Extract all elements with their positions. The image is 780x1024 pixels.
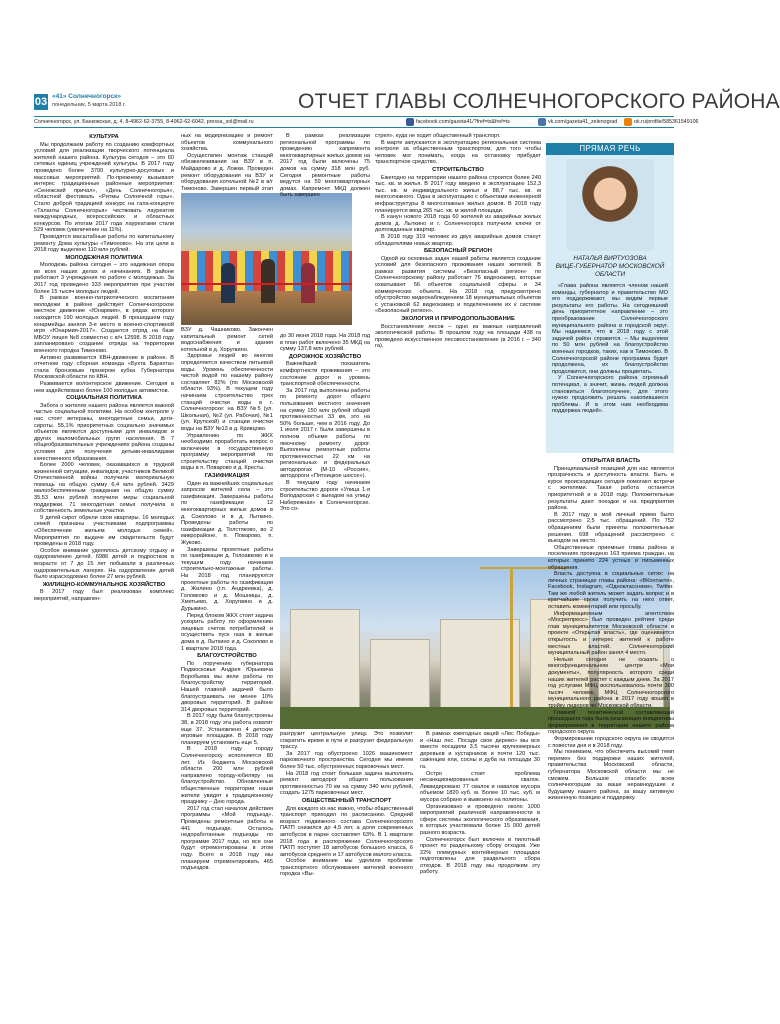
paragraph: Ежегодно на территории нашего района строится более 240 тыс. кв. м жилья. В 2017 году введено в эксплуатацию 152,3 тыс. кв. м индивидуального жилья и 88,7 тыс. кв. м многоэтажного. Одна в эксплуатацию с объектами инженерной инфраструктуры 8 многоэтажных жилых домов. В 2018 году планируется ввод 265 тыс. кв. м жилой площади. [375,174,541,214]
paragraph: Завершены проектные работы по газификации д. Голоавково и в текущем году начинаем строительно-монтажные работы. На 2018 год планируются проектные работы по газификации д. Жилино (г.п. Андреевка), д. Головково и д. Мошницы, д. Хметьево, д. Хоругвино и д. Дурыкино. [181,546,273,612]
paragraph: 2017 год стал началом действия программы «Мой подъезд». Проведены ремонтные работы в 441 подъезде. Осталось недоработанные подъезды по программе 2017 года, но все они будут отремонтированы в этом году. Всего в 2018 году мы планируем отремонтировать 465 подъездов. [181,805,273,872]
heading-public-transport: ОБЩЕСТВЕННЫЙ ТРАНСПОРТ [301,797,392,804]
paragraph: Особое внимание мы уделили проблеме транспортного обслуживания жителей военного городка «Вы- [280,858,413,878]
paragraph: Организовано и проведено около 1000 мероприятий различной направленности в сфере системы экологического образования, в которых участвовали более 15 000 детей разного возраста. [420,803,540,836]
paragraph: Молодежь района сегодня – это надежная опора во всех наших делах и начинаниях. В районе работают 3 учреждения по работе с молодежью. За 2017 год проведено 333 мероприятия при участии более 15 тысяч молодых людей. [34,262,174,295]
column-construction [375,133,541,555]
paragraph: Нельзя сегодня не сказать о многофункциональном центре «Мои документы», популярность которого среди наших жителей растет с каждым днем. За 2017 год услугами МФЦ воспользовалось почти 300 тысяч человек. МФЦ Солнечногорского муниципального района в 2017 году вошел в тройку лидеров по Московской области. [548,656,674,709]
speaker-position: ВИЦЕ-ГУБЕРНАТОР МОСКОВСКОЙ ОБЛАСТИ [555,263,665,278]
column-housing-top [181,133,273,193]
paragraph: 9 детей-сирот обрели свои квартиры. 16 молодых семей признаны участниками подпрограммы «Обеспечение жильем молодых семей». Мероприятия по выдаче им свидетельств будут проведены в 2018 году. [34,514,174,548]
heading-open-government: ОТКРЫТАЯ ВЛАСТЬ [581,458,641,464]
paragraph: Управлению по ЖКХ необходимо проработать вопрос о включении в государственную программу мероприятий по строительству станций очистки воды в п. Поварово и д. Кресты. [181,432,273,472]
person-figure [261,259,275,303]
paragraph: В рамках военно-патриотического воспитания молодежи в районе действует Солнечногорское местное движение «Юнармия», в рядах которого находится 190 молодых людей. В прошедшем году юнармейцы заняли 3-е место в военно-спортивной игре «Юнармия-2017». Создается отряд на базе МБОУ лицея №8 совместно с в/ч 12598. В 2018 году запланировано создание отряда на территории военного городка Тимоново. [34,295,174,354]
heading-social-policy: СОЦИАЛЬНАЯ ПОЛИТИКА [66,395,142,402]
paragraph: В марте запускается в эксплуатацию региональная система контроля за общественным транспортом, для того чтобы человек мог понимать, когда на остановку прибудет транспортное средство. [375,139,541,166]
paragraph: Один из важнейших социальных запросов жителей села – это газификация. Завершены работы по газификации 12 многоквартирных жилых домов в д. Соколово и в д. Лыткино. Проведены работы по газификации д. Толстяково, во 2 микрорайоне, п. Поварово, п. Жуково. [181,480,273,546]
speech-text [552,283,668,415]
facebook-url: facebook.com/gazeta41/?fref=ts&fref=ts [416,119,510,125]
column-open-government [548,457,674,1012]
paragraph: Восстановление лесов – одно из важных направлений экологической работы. В прошлом году на площади 438 га проведено искусственное лесовосстановление (в 2016 г. – 340 га). [375,323,541,350]
vk-link[interactable] [538,117,617,127]
facebook-icon [406,118,414,126]
paragraph: Для каждого из нас важно, чтобы общественный транспорт приходил по расписанию. Средний возраст подвижного состава Солнечногорского ПАТП снизился до 4,5 лет, а доля современных автобусов в парке составляет 63%. В 1 квартале 2018 года в распоряжение Солнечногорского ПАТП поступят 18 автобусов большого класса, 6 автобусов среднего и 17 автобусов малого класса. [280,805,413,858]
paragraph: В 2017 году был реализован комплекс мероприятий, направлен- [34,589,174,602]
red-ribbon [181,283,352,285]
direct-speech-box [546,143,674,453]
paragraph: до 30 июня 2018 года. На 2018 год в план работ включено 35 МКД на сумму 137,8 млн рублей. [280,333,370,353]
paragraph: разгрузит центральную улицу. Это позволит сократить время в пути и разгрузит федеральную трассу. [280,731,413,751]
paragraph: Остро стоит проблема несанкционированных свалок. Ликвидировано 77 свалок и навалов мусора объемом 1820 куб. м. Более 10 тыс. куб. м мусора собрано и вывезено на полигоны. [420,770,540,803]
paragraph: В 2018 году городу Солнечногорску исполняется 80 лет. Из бюджета Московской области 200 млн рублей направлено городу-юбиляру на благоустройство. Обновленные общественные территории наши жители увидят к традиционному празднику – Дню города. [181,746,273,806]
heading-landscaping: БЛАГОУСТРОЙСТВО [197,653,257,660]
heading-youth-policy: МОЛОДЕЖНАЯ ПОЛИТИКА [65,254,143,261]
paragraph: Общественные приемные главы района в поселениях проведено 163 приема граждан, на которых принято 224 устных и письменных обращения. [548,544,674,571]
paragraph: Мы продолжаем работу по созданию комфортных условий для реализации творческого потенциала жителей нашего района. Культура сегодня – это 60 сетевых единиц учреждений культуры. В 2017 году проведено более 3700 культурно-досуговых и массовых мероприятий. По-прежнему вызывают интерес традиционные районные мероприятия: «Сенежский причал», «День Солнечногорья», областной фестиваль «Ритмы Солнечной горы». Стало доброй традицией конкурс на гала-концерте «Таланты Солнечногорья» чествовать лауреатов международных, всероссийских и областных конкурсов. По итогам 2017 года лауреатами стали 529 человек (увеличение на 11%). [34,141,174,234]
paragraph: За 2017 год обустроено 1026 машиномест парковочного пространства. Сегодня мы имеем более 50 тыс. обустроенных парковочных мест. [280,750,413,770]
ok-url: ok.ru/profile/585361549106 [634,119,699,125]
issue-date: понедельник, 5 марта 2018 г. [52,102,126,108]
speaker-caption [550,255,670,279]
direct-speech-label: ПРЯМАЯ РЕЧЬ [546,143,674,155]
paragraph: Власть доступна в социальных сетях: на личных страницах главы района: «ВКонтакте», Facebook, Instagram, «Одноклассники», Twitter. Там же любой житель может задать вопрос и в кратчайшие сроки получить на него ответ, оставить комментарий или просьбу. [548,571,674,611]
paragraph: В канун нового 2018 года 60 жителей из аварийных жилых домов д. Лыткино и г. Солнечногорск получили ключи от долгожданных квартир. [375,214,541,234]
paragraph: ных на модернизацию и ремонт объектов коммунального хозяйства. [181,133,273,153]
page-title: ОТЧЕТ ГЛАВЫ СОЛНЕЧНОГОРСКОГО РАЙОНА [298,90,780,113]
paragraph: У Солнечногорского района огромный потенциал, а значит, жизнь людей должна становиться благополучнее, для этого нужно продолжить решать накопившиеся проблемы. И в этом нам необходима поддержка людей». [552,375,668,415]
newspaper-name: «41» Солнечногорск» [52,93,121,100]
paragraph: Осуществлен монтаж станций обезжелезивания на ВЗУ в п. Майдарово и д. Ложки. Проведен ремонт оборудования на ВЗУ и оборудования котельной №2 в в/г Тимоново. Завершен первый этап [181,152,273,192]
ok-link[interactable] [624,117,699,127]
paragraph: В текущем году начинаем строительство дороги «Улица 1-я Володарская с выездом на улицу Набережная» в Солнечногорске. Это со- [280,480,370,513]
paragraph: Формирование городского округа не сводится с повестки дня и в 2018 году. [548,735,674,749]
paragraph: В рамках ежегодных акций «Лес Победы» и «Наш лес. Посади свое дерево» мы все вместе посадили 3,5 тысячи крупномерных деревьев и кустарников и почти 120 тыс. саженцев ели, сосны и дуба на площади 30 га. [420,731,540,770]
heading-housing-utilities: ЖИЛИЩНО-КОММУНАЛЬНОЕ ХОЗЯЙСТВО [42,581,166,588]
paragraph: По поручению губернатора Подмосковья Андрея Юрьевича Воробьева мы вели работы по благоустройству территорий. Нашей главной задачей было благоустраивать не менее 10% дворовых территорий. В районе 314 дворовых территорий. [181,660,273,713]
photo-ribbon-cutting [181,193,352,325]
crane-mast [510,567,513,707]
paragraph: Одной из основных задач нашей работы является создание условий для безопасного проживания наших жителей. В рамках развития системы «Безопасный регион» по Солнечногорскому району работает 76 видеокамер, которые охватывают 56 объектов социальной сферы и 34 коммерческих объекта. На 2018 год предусмотрено обустройство видеонаблюдением 18 муниципальных объектов с установкой 62 видеокамер и подключением их к системе «Безопасный регион». [375,255,541,315]
paragraph: Развивается волонтерское движение. Сегодня в нем задействовано более 100 молодых активистов. [34,380,174,394]
paragraph: ВЗУ д. Чашниково. Закончен капитальный ремонт сетей водоснабжения и здания котельной в д. Хоругвино. [181,327,273,353]
paragraph: На 2018 год стоит большая задача выполнить ремонт автодорог общего пользования протяженностью 70 км на сумму 340 млн рублей, создать 1275 парковочных мест. [280,770,413,797]
heading-ecology: ЭКОЛОГИЯ И ПРИРОДОПОЛЬЗОВАНИЕ [401,316,515,323]
page-header [34,90,780,116]
editorial-address: Солнечногорск, ул. Банковская, д. 4, 8-4962-62-3755, 8-4962-62-6042, pressa_sol@mail.ru [34,119,254,125]
vk-url: vk.com/gazeta41_zelenograd [548,119,618,125]
vk-icon [538,118,546,126]
paragraph: Особое внимание уделялось детскому отдыху и оздоровлению детей. 6986 детей и подростков в возрасте от 7 до 15 лет побывали в различных оздоровительных лагерях. На оздоровление детей было израсходовано более 27 млн рублей. [34,547,174,581]
paragraph: стрел», куда не ходит общественный транспорт. [375,133,501,139]
paragraph: Главной политической составляющей прошедшего года была реализация инициативы формирования в территории нашего района городского округа. [548,709,674,736]
paragraph: Важнейший показатель комфортности проживания – это состояние дорог и уровень транспортной обеспеченности. [280,361,370,388]
facebook-link[interactable] [406,117,510,127]
column-transport [280,731,413,1011]
portrait-photo [566,159,654,251]
paragraph: В 2017 году были благоустроены 38, в 2018 году эта работа охватит еще 37. Установлено 4 детские игровые площадки. В 2018 году планируем установить еще 5. [181,713,273,746]
heading-safe-region: БЕЗОПАСНЫЙ РЕГИОН [423,248,492,255]
column-roads [280,333,370,555]
paragraph: Проводятся масштабные работы по капитальному ремонту Дома культуры «Тимоново». На эти цели в 2018 году выделено 110 млн рублей. [34,233,174,254]
heading-construction: СТРОИТЕЛЬСТВО [432,166,484,173]
paragraph: В 2018 году 319 человек из двух аварийных домов станут обладателями новых квартир. [375,233,541,247]
paragraph: «Глава района является членом нашей команды, губернатор и правительство МО его поддерживают, мы видим первые результаты его работы. На сегодняшний день приоритетное направление – это преобразование Солнечногорского муниципального района в городской округ. Мы надеемся, что в 2018 году с этой задачей район справится. – Мы выделяем по 50 млн рублей на благоустройство военных городков, таких, как в Тимоново. В Солнечногорской районе программа будет продолжена, их благоустройство продолжится, они должны процветать. [552,283,668,375]
paragraph: Перед блоком ЖКХ стоит задача ускорить работу по оформлению лицевых счетов потребителей и осуществить пуск газа в жилые дома в д. Лыткино и д. Соколово в 1 квартале 2018 года. [181,612,273,652]
paragraph: В 2017 году в мой личный прием было рассмотрено 2,5 тыс. обращений. По 752 обращениям были приняты положительные решения. 698 обращений рассмотрено с выездом на место. [548,511,674,545]
ok-icon [624,118,632,126]
paragraph: Активно развивается КВН-движение в районе. В отчетном году сборная команда «Бухта Барахта» стала бронзовым призером кубка Губернатора Московской области по КВН. [34,354,174,381]
paragraph: За 2017 год выполнены работы по ремонту дорог общего пользования местного значения на сумму 150 млн рублей общей протяженностью 33 км, это на 50% больше, чем в 2016 году. До 1 июля 2017 г. были завершены в полном объеме работы по ямочному ремонту дорог. Выполнены ремонтные работы протяженностью 22 км на региональных и федеральных автодорогах (М-10 «Россия», автодороги «Пятницкое шоссе»). [280,387,370,480]
paragraph: Солнечногорск был включен в пилотный проект по раздельному сбору отходов. Уже 22% плимурных контейнерных площадок подготовлены для раздельного сбора отходов. В 2018 году мы продолжим эту работу. [420,836,540,876]
paragraph: Мы понимаем, что обеспечить высокий темп перемен без поддержки наших жителей, правительства Московской области, губернатора Московской области мы не сможем. Большое спасибо всем солнечногорцам за ваше неравнодушие к будущему нашего района, за вашу активную жизненную позицию и поддержку. [548,749,674,802]
paragraph: Здоровье людей во многом определяется качеством питьевой воды. Уровень обеспеченности чистой водой по нашему району составляет 82% (по Московской области 93%). В текущем году начинаем строительство трех станций очистки воды в г. Солнечногорске: на ВЗУ №5 (ул. Школьная), №2 (ул. Рабочая), №1 (ул. Крупской) и станции очистки воды на ВЗУ №13 в д. Кривцово. [181,353,273,432]
paragraph: Принципиальной позицией для нас является прозрачность и доступность власти. Быть в курсе происходящих сегодня помогают встречи с жителями. Такая работа останется приоритетной и в 2018 году. Положительные результаты дают поездки и на предприятия района. [548,465,674,512]
contacts-bar [34,116,699,128]
column-culture [34,133,174,1003]
speaker-name: НАТАЛЬЯ ВИРТУОЗОВА [573,255,647,262]
paragraph: Информационным агентством «Мосрегпресс» был проведен рейтинг среди глав муниципалитетов Московской области в проекте «Открытая власть», где оценивается открытость и интерес жителей к работе местных властей. Солнечногорский муниципальный район занял 4 место. [548,610,674,657]
column-capital-repair [280,133,370,199]
column-housing-cont [181,327,273,1007]
page-number: 03 [34,96,48,108]
column-ecology-cont [420,731,540,1011]
paragraph: Более 2000 человек, оказавшихся в трудной жизненной ситуации, инвалидов, участников Великой Отечественной войны получили материальную помощь на общую сумму 6,4 млн рублей. 3429 малообеспеченным гражданам на общую сумму 35,53 млн рублей получили меры социальной поддержки. 71 многодетная семья получила в собственность земельные участки. [34,462,174,515]
paragraph: Забота о жителях нашего района является важной частью социальной политики. На особом контроле у нас стоят ветераны, многодетные семьи, дети-сироты. 55,1% приоритетных социально значимых объектов являются доступными для инвалидов и других маломобильных групп населения. В 7 общеобразовательных учреждениях района созданы условия для получения детьми-инвалидами качественного образования. [34,402,174,462]
heading-culture: КУЛЬТУРА [89,134,119,140]
heading-gasification: ГАЗИФИКАЦИЯ [204,473,250,480]
heading-roads: ДОРОЖНОЕ ХОЗЯЙСТВО [288,353,362,360]
paragraph: В рамках реализации региональной программы по проведению капремонта многоквартирных жилых домов на 2017 год были включены 75 домов на сумму 318 млн руб. Сегодня ремонтные работы ведутся на 59 многоквартирных домах. Капремонт МКД должен быть завершен [280,133,370,199]
